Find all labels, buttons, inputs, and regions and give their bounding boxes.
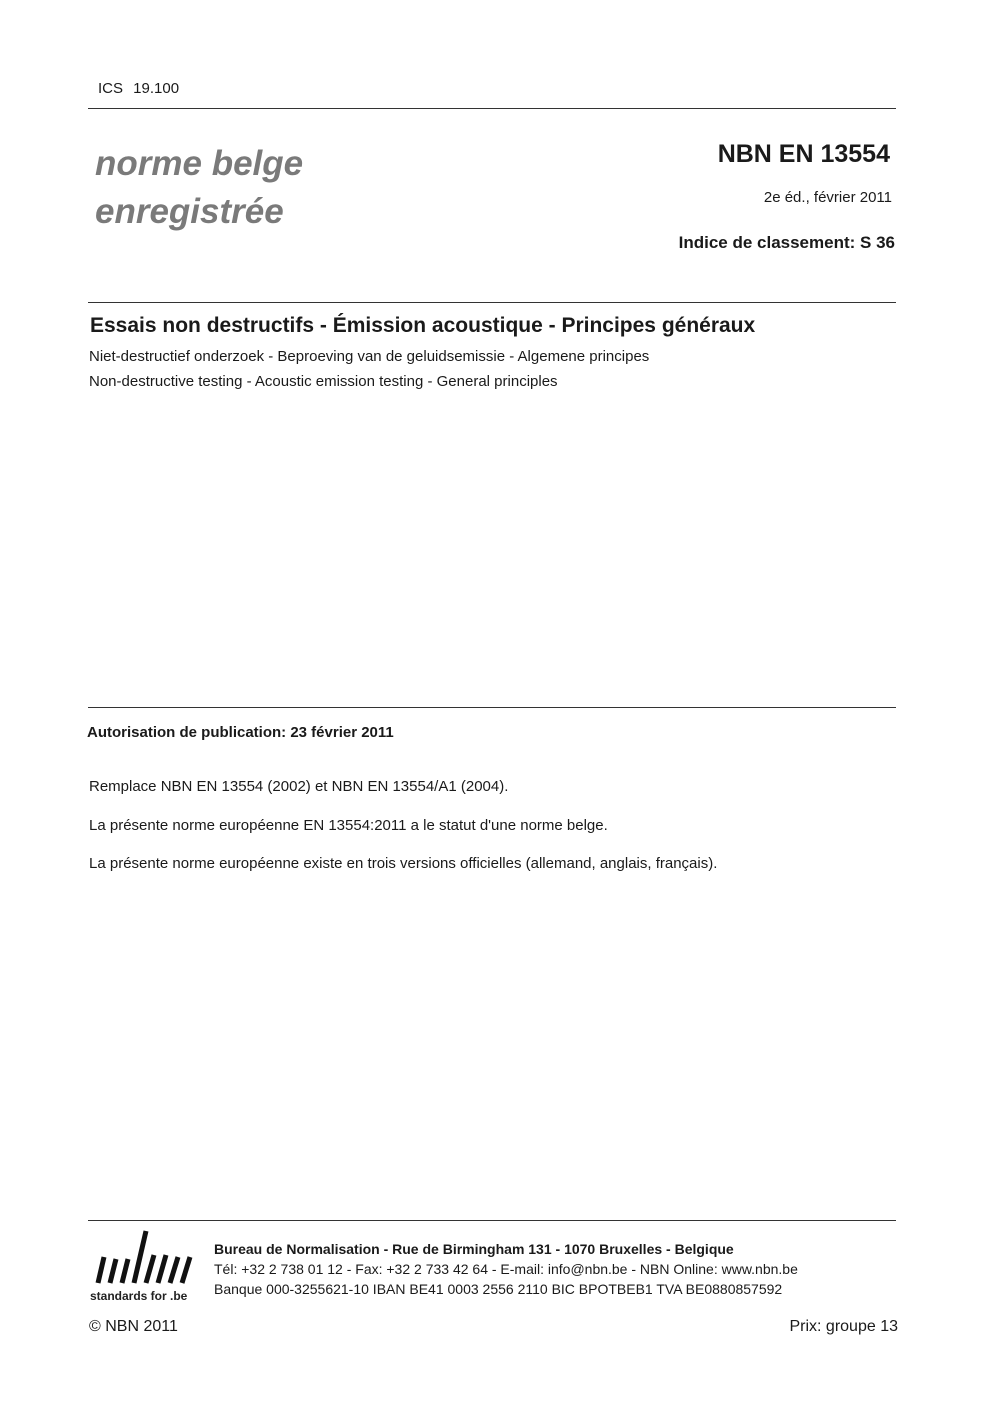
- body-rule: [88, 707, 896, 708]
- footer-address: Bureau de Normalisation - Rue de Birmingham 131 - 1070 Bruxelles - Belgique: [214, 1241, 734, 1257]
- standard-number: NBN EN 13554: [717, 140, 890, 168]
- title-rule: [88, 302, 896, 303]
- norme-label: [95, 140, 303, 236]
- norme-label-line2: enregistrée: [95, 192, 284, 231]
- title-english: Non-destructive testing - Acoustic emission testing - General principles: [89, 373, 558, 390]
- classement-index: Indice de classement: S 36: [678, 233, 895, 252]
- logo-tagline: standards for .be: [90, 1289, 188, 1303]
- footer-bank: Banque 000-3255621-10 IBAN BE41 0003 2556 2110 BIC BPOTBEB1 TVA BE0880857592: [214, 1281, 783, 1297]
- paragraph-versions: La présente norme européenne existe en trois versions officielles (allemand, anglais, français).: [89, 855, 718, 872]
- title-dutch: Niet-destructief onderzoek - Beproeving van de geluidsemissie - Algemene principes: [89, 348, 650, 365]
- copyright: © NBN 2011: [89, 1318, 178, 1335]
- edition: 2e éd., février 2011: [763, 189, 892, 206]
- ics-code: ICS 19.100: [98, 80, 180, 97]
- publication-authorization: Autorisation de publication: 23 février 2011: [87, 724, 394, 741]
- norme-label-line1: norme belge: [95, 144, 304, 183]
- footer-contact: Tél: +32 2 738 01 12 - Fax: +32 2 733 42 64 - E-mail: info@nbn.be - NBN Online: www.nbn.be: [214, 1261, 798, 1277]
- paragraph-status: La présente norme européenne EN 13554:2011 a le statut d'une norme belge.: [89, 817, 608, 834]
- header-rule: [88, 108, 896, 109]
- footer-rule: [88, 1220, 896, 1221]
- price-group: Prix: groupe 13: [789, 1318, 898, 1335]
- title-french: Essais non destructifs - Émission acoustique - Principes généraux: [90, 314, 756, 337]
- paragraph-replaces: Remplace NBN EN 13554 (2002) et NBN EN 13554/A1 (2004).: [89, 778, 509, 795]
- nbn-logo: [90, 1229, 200, 1303]
- nbn-logo-mark: [90, 1229, 200, 1285]
